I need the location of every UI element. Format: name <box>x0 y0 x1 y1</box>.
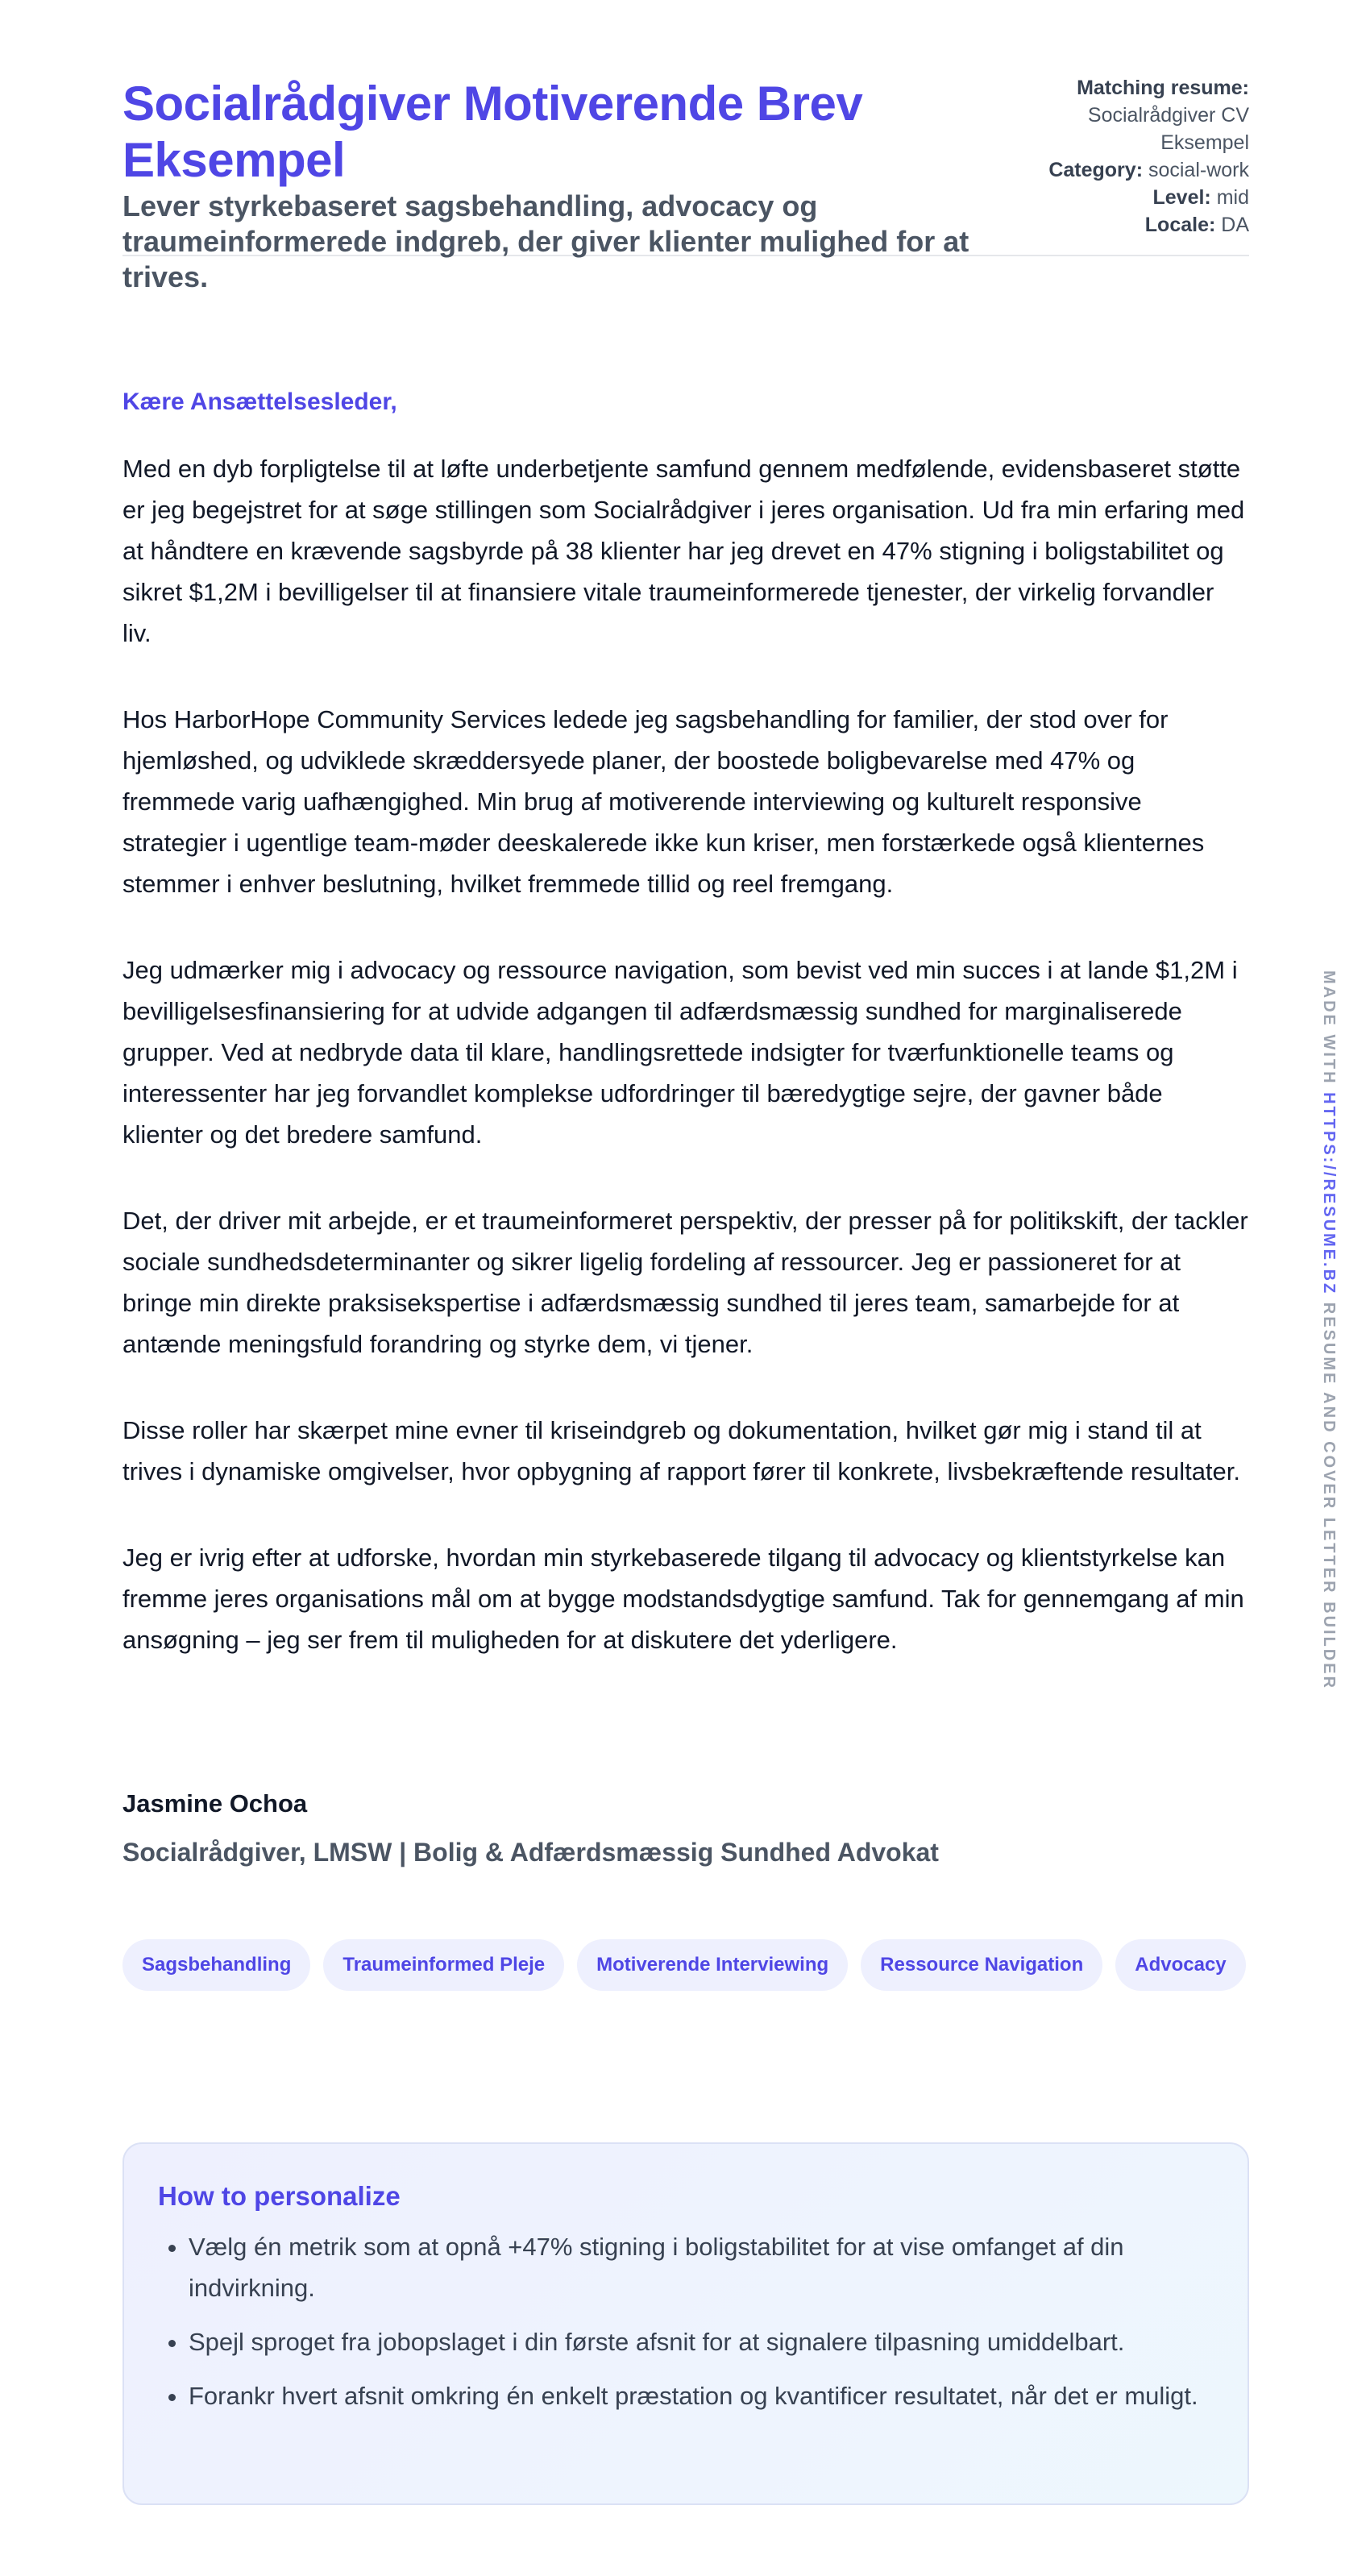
tip-item: • Forankr hvert afsnit omkring én enkelt præstation og kvantificer resultatet, når det er muligt. <box>189 2375 1214 2416</box>
page-title: Socialrådgiver Motiverende Brev Eksempel <box>122 77 863 187</box>
tips-title: How to personalize <box>158 2181 401 2211</box>
skill-tag: Traumeinformed Pleje <box>323 1939 564 1991</box>
skill-tag: Advocacy <box>1115 1939 1245 1991</box>
side-banner <box>1320 970 1339 1690</box>
page-subtitle: Lever styrkebaseret sagsbehandling, advocacy og traumeinformerede indgreb, der giver klienter mulighed for at trives. <box>122 189 969 293</box>
letter-paragraph: Disse roller har skærpet mine evner til kriseindgreb og dokumentation, hvilket gør mig i stand til at trives i dynamiske omgivelser, hvor opbygning af rapport fører til konkrete, livsbekræftende resultater. <box>122 1416 1241 1485</box>
skill-tag: Ressource Navigation <box>861 1939 1102 1991</box>
letter-paragraph: Hos HarborHope Community Services ledede jeg sagsbehandling for familier, der stod over for hjemløshed, og udviklede skræddersyede planer, der boostede boligbevarelse med 47% og fremmede varig uafhængighed. Min brug af motiverende interviewing og kulturelt responsive strategier i ugentlige team-møder deeskalerede ikke kun kriser, men forstærkede også klienternes stemmer i enhver beslutning, hvilket fremmede tillid og reel fremgang. <box>122 705 1205 898</box>
matching-resume-label: Matching resume: <box>1077 77 1249 99</box>
personalize-tips-box <box>122 2142 1249 2505</box>
resume-bz-link[interactable]: HTTPS://RESUME.BZ <box>1320 1092 1338 1296</box>
cover-letter-page <box>122 0 1249 2410</box>
matching-resume-link[interactable]: Socialrådgiver CV Eksempel <box>1087 104 1249 154</box>
category-label: Category: <box>1048 159 1144 181</box>
signature-name: Jasmine Ochoa <box>122 1789 308 1818</box>
signature-title: Socialrådgiver, LMSW | Bolig & Adfærdsmæssig Sundhed Advokat <box>122 1838 939 1867</box>
page-header <box>122 0 1249 293</box>
locale-value: DA <box>1221 214 1249 236</box>
letter-paragraph: Jeg er ivrig efter at udforske, hvordan min styrkebaserede tilgang til advocacy og klientstyrkelse kan fremme jeres organisations mål om at bygge modstandsdygtige samfund. Tak for gennemgang af min ansøgning – jeg ser frem til muligheden for at diskutere det yderligere. <box>122 1544 1244 1654</box>
skill-tag: Motiverende Interviewing <box>577 1939 848 1991</box>
side-banner-suffix: RESUME AND COVER LETTER BUILDER <box>1320 1302 1338 1690</box>
letter-body <box>122 448 1249 1706</box>
letter-paragraph: Med en dyb forpligtelse til at løfte underbetjente samfund gennem medfølende, evidensbaseret støtte er jeg begejstret for at søge stillingen som Socialrådgiver i jeres organisation. Ud fra min erfaring med at håndtere en krævende sagsbyrde på 38 klienter har jeg drevet en 47% stigning i boligstabilitet og sikret $1,2M i bevilligelser til at finansiere vitale traumeinformerede tjenester, der virkelig forvandler liv. <box>122 455 1245 647</box>
level-label: Level: <box>1152 186 1211 209</box>
level-value: mid <box>1216 186 1249 209</box>
side-banner-text <box>1319 970 1338 1690</box>
skill-tags <box>122 1939 1249 1991</box>
category-value: social-work <box>1148 159 1249 181</box>
tip-item: • Vælg én metrik som at opnå +47% stigning i boligstabilitet for at vise omfanget af din indvirkning. <box>189 2226 1214 2308</box>
tips-list <box>158 2226 1214 2416</box>
locale-label: Locale: <box>1144 214 1216 236</box>
salutation: Kære Ansættelsesleder, <box>122 388 397 415</box>
letter-paragraph: Det, der driver mit arbejde, er et traumeinformeret perspektiv, der presser på for politikskift, der tackler sociale sundhedsdeterminanter og sikrer ligelig fordeling af ressourcer. Jeg er passioneret for at bringe min direkte praksisekspertise i adfærdsmæssig sundhed til jeres team, samarbejde for at antænde meningsfuld forandring og styrke dem, vi tjener. <box>122 1207 1248 1358</box>
tip-item: • Spejl sproget fra jobopslaget i din første afsnit for at signalere tilpasning umiddelbart. <box>189 2321 1214 2362</box>
side-banner-prefix: MADE WITH <box>1320 970 1338 1086</box>
skill-tag: Sagsbehandling <box>122 1939 310 1991</box>
letter-paragraph: Jeg udmærker mig i advocacy og ressource navigation, som bevist ved min succes i at lande $1,2M i bevilligelsesfinansiering for at udvide adgangen til adfærdsmæssig sundhed for marginaliserede grupper. Ved at nedbryde data til klare, handlingsrettede indsigter for tværfunktionelle teams og interessenter har jeg forvandlet komplekse udfordringer til bæredygtige sejre, der gavner både klienter og det bredere samfund. <box>122 956 1238 1149</box>
meta-panel <box>1007 74 1249 239</box>
